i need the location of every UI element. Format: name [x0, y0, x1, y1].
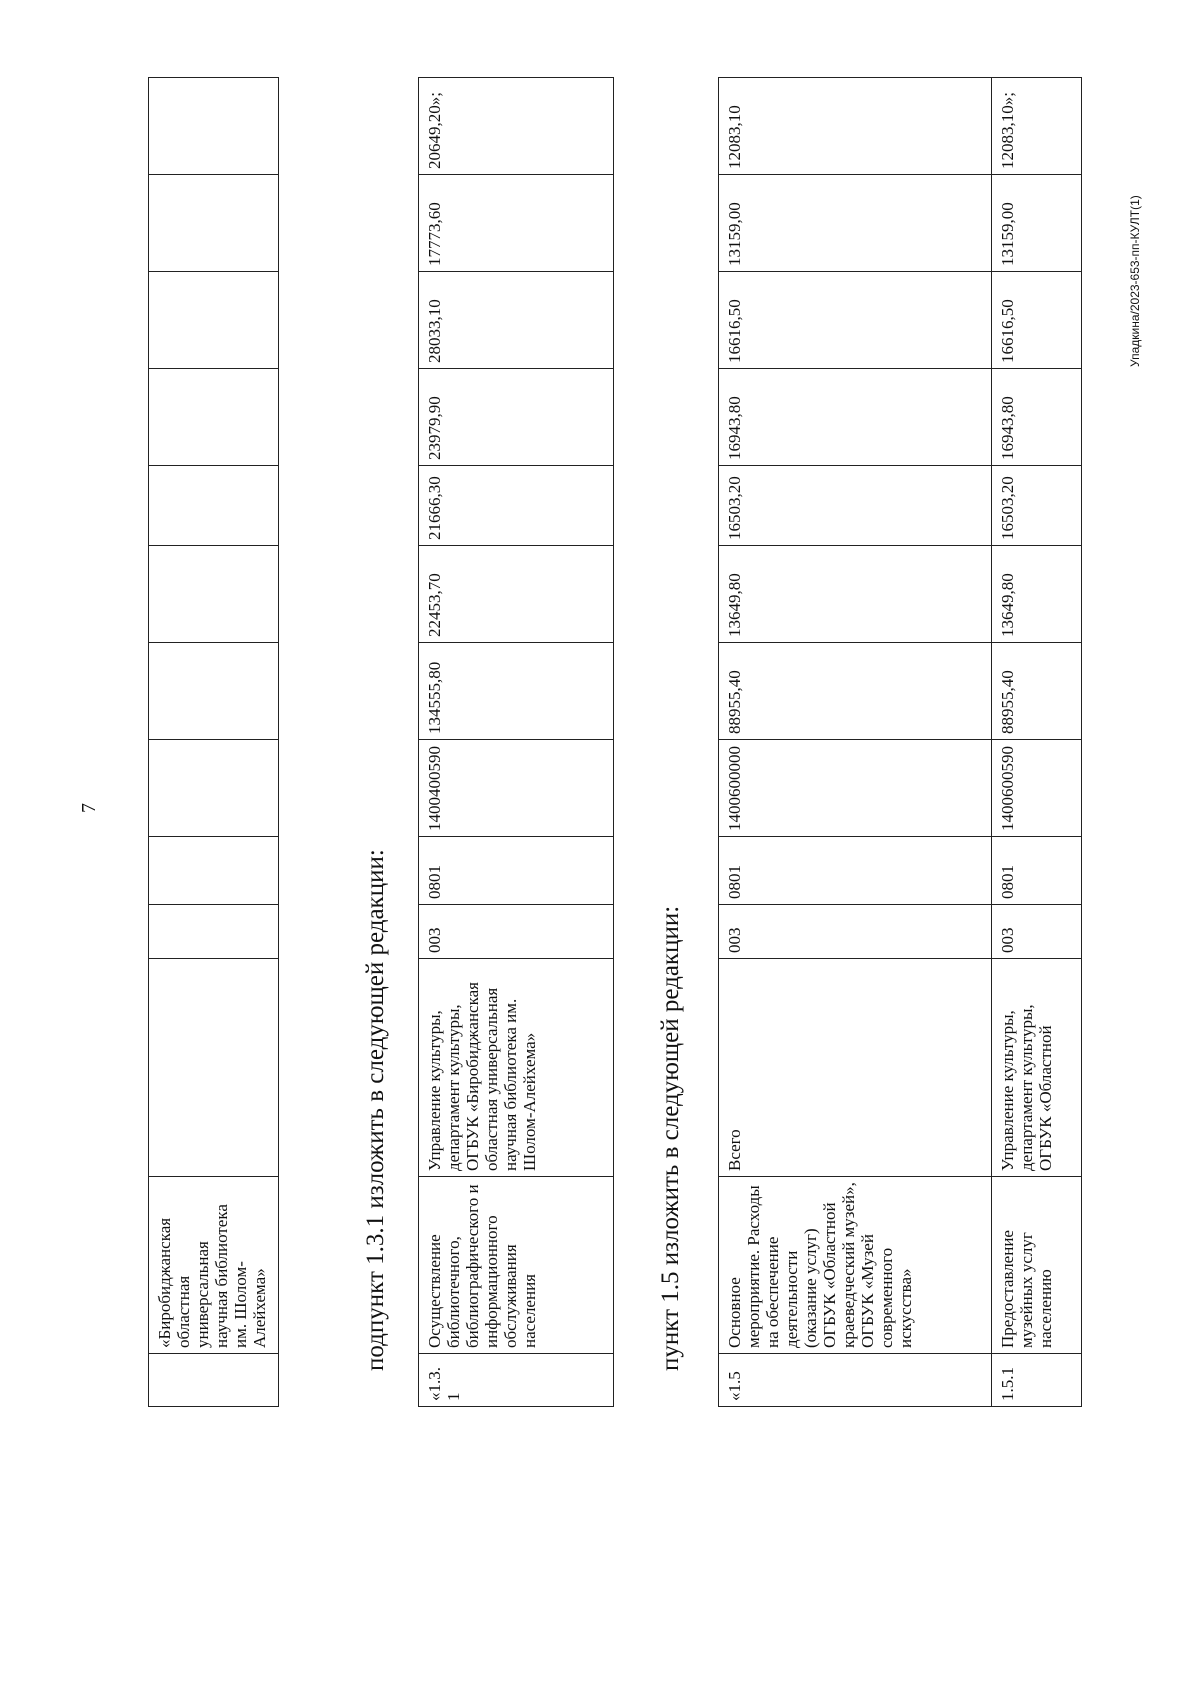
table-row	[419, 78, 614, 1407]
rzpr-code-cell: 0801	[419, 837, 614, 905]
year-value-cell: 12083,10	[719, 78, 992, 175]
executor-cell: Управление культуры, департамент культуры, ОГБУК «Областной	[992, 959, 1082, 1177]
year-value-cell: 13159,00	[719, 175, 992, 272]
table-bottom	[718, 77, 1082, 1407]
table-cell	[149, 369, 279, 466]
year-value-cell: 22453,70	[419, 546, 614, 643]
section-heading: пункт 1.5 изложить в следующей редакции:	[657, 905, 684, 1371]
page-number: 7	[78, 803, 100, 813]
table-cell	[149, 272, 279, 369]
table-top	[148, 77, 279, 1407]
table-cell	[149, 905, 279, 959]
table-row	[149, 78, 279, 1407]
total-value-cell: 134555,80	[419, 643, 614, 740]
year-value-cell: 20649,20»;	[419, 78, 614, 175]
csr-code-cell: 1400600000	[719, 740, 992, 837]
footer-doc-id: Упадкина/2023-653-пп-КУЛТ(1)	[1128, 195, 1142, 367]
year-value-cell: 16616,50	[719, 272, 992, 369]
rzpr-code-cell: 0801	[992, 837, 1082, 905]
year-value-cell: 17773,60	[419, 175, 614, 272]
year-value-cell: 12083,10»;	[992, 78, 1082, 175]
year-value-cell: 16616,50	[992, 272, 1082, 369]
year-value-cell: 13159,00	[992, 175, 1082, 272]
grbs-code-cell: 003	[719, 905, 992, 959]
total-value-cell: 88955,40	[719, 643, 992, 740]
table-cell	[149, 175, 279, 272]
executor-cell: Управление культуры, департамент культуры, ОГБУК «Биробиджанская областная универсальная научная библиотека им. Шолом-Алейхема»	[419, 959, 614, 1177]
row-number-cell: 1.5.1	[992, 1354, 1082, 1407]
rzpr-code-cell: 0801	[719, 837, 992, 905]
year-value-cell: 16943,80	[719, 369, 992, 466]
grbs-code-cell: 003	[992, 905, 1082, 959]
table-cell	[149, 959, 279, 1177]
year-value-cell: 28033,10	[419, 272, 614, 369]
section-heading: подпункт 1.3.1 изложить в следующей редакции:	[362, 849, 389, 1371]
year-value-cell: 16943,80	[992, 369, 1082, 466]
csr-code-cell: 1400600590	[992, 740, 1082, 837]
table-cell	[149, 837, 279, 905]
table-cell	[149, 740, 279, 837]
table-row	[992, 78, 1082, 1407]
row-number-cell: «1.3.1	[419, 1354, 614, 1407]
activity-name-cell: Предоставление музейных услуг населению	[992, 1177, 1082, 1354]
year-value-cell: 16503,20	[719, 466, 992, 546]
csr-code-cell: 1400400590	[419, 740, 614, 837]
year-value-cell: 13649,80	[992, 546, 1082, 643]
table-cell: «Биробиджанская областная универсальная научная библиотека им. Шолом-Алейхема»	[149, 1177, 279, 1354]
table-cell	[149, 546, 279, 643]
table-row	[719, 78, 992, 1407]
year-value-cell: 16503,20	[992, 466, 1082, 546]
grbs-code-cell: 003	[419, 905, 614, 959]
executor-cell: Всего	[719, 959, 992, 1177]
table-cell	[149, 78, 279, 175]
total-value-cell: 88955,40	[992, 643, 1082, 740]
activity-name-cell: Основное мероприятие. Расходы на обеспечение деятельности (оказание услуг) ОГБУК «Областной краеведческий музей», ОГБУК «Музей современного искусства»	[719, 1177, 992, 1354]
year-value-cell: 23979,90	[419, 369, 614, 466]
row-number-cell: «1.5	[719, 1354, 992, 1407]
table-mid	[418, 77, 614, 1407]
year-value-cell: 21666,30	[419, 466, 614, 546]
table-cell	[149, 643, 279, 740]
table-cell	[149, 466, 279, 546]
activity-name-cell: Осуществление библиотечного, библиографического и информационного обслуживания населения	[419, 1177, 614, 1354]
table-cell	[149, 1354, 279, 1407]
year-value-cell: 13649,80	[719, 546, 992, 643]
